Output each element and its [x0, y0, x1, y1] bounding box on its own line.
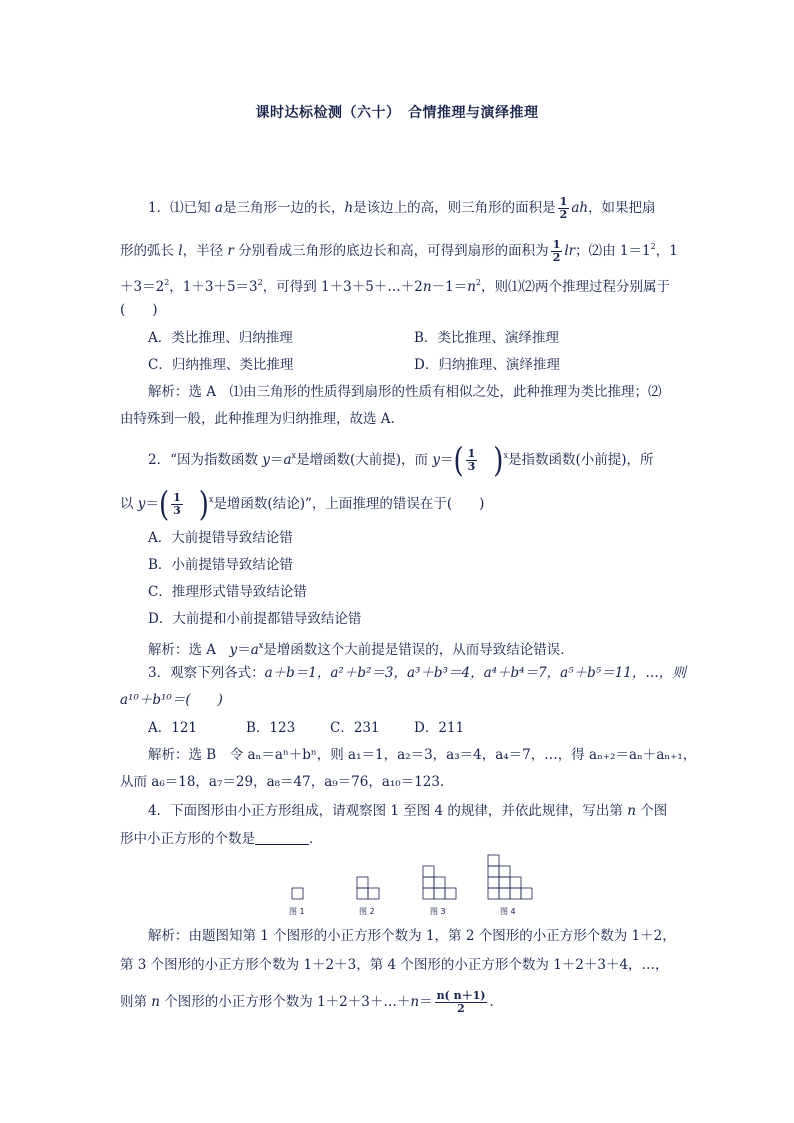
q4-line-1: 4．下面图形由小正方形组成，请观察图 1 至图 4 的规律，并依此规律，写出第 n 个图 — [148, 803, 668, 819]
q3-solution-line-2: 从而 a₆＝18，a₇＝29，a₈＝47，a₉＝76，a₁₀＝123. — [120, 774, 445, 790]
q2-option-c: C．推理形式错导致结论错 — [148, 584, 307, 600]
q1-option-a: A．类比推理、归纳推理 — [148, 330, 293, 346]
q1-answer-paren: ( ) — [120, 302, 158, 318]
q3-solution-line-1: 解析：选 B 令 aₙ＝aⁿ＋bⁿ，则 a₁＝1，a₂＝3，a₃＝4，a₄＝7，…，得 aₙ₊₂＝aₙ＋aₙ₊₁， — [148, 747, 697, 763]
q1-option-c: C．归纳推理、类比推理 — [148, 357, 294, 373]
q4-solution-line-2: 第 3 个图形的小正方形个数为 1＋2＋3，第 4 个图形的小正方形个数为 1＋2＋3＋4，…， — [120, 957, 669, 973]
q1-option-b: B．类比推理、演绎推理 — [414, 330, 559, 346]
q2-option-b: B．小前提错导致结论错 — [148, 557, 293, 573]
q3-option-a: A．121 — [148, 720, 198, 736]
q2-line-1: 2．“因为指数函数 $y=a^x$是增函数(大前提)，而 y＝( $\frac{1}{3}$ )$^x$是指数函数(小前提)，所 — [148, 441, 654, 480]
q4-solution-line-1: 解析：由题图知第 1 个图形的小正方形个数为 1，第 2 个图形的小正方形个数为 1＋2， — [148, 928, 676, 944]
q1-line-1: 1．⑴已知 a是三角形一边的长，h是该边上的高，则三角形的面积是 $\frac{1}{2}$ ah，如果把扇 — [148, 195, 656, 221]
fraction-one-half: $\frac{1}{2}$ — [559, 195, 568, 221]
page-title: 课时达标检测（六十） 合情推理与演绎推理 — [255, 105, 539, 121]
answer-blank — [255, 830, 309, 845]
q1-option-d: D．归纳推理、演绎推理 — [414, 357, 560, 373]
q3-option-c: C．231 — [330, 720, 380, 736]
square-figures — [282, 852, 542, 922]
q1-line-2: 形的弧长 l，半径 r 分别看成三角形的底边长和高，可得到扇形的面积为 $\frac{1}{2}$ lr；⑵由 $1=1^2$，1 — [120, 238, 678, 264]
figure-label-3: 图 3 — [430, 907, 446, 916]
q1-solution-line-2: 由特殊到一般，此种推理为归纳推理，故选 A. — [120, 411, 395, 427]
fraction-n-n-plus-1-over-2: $\frac{n( n+1)}{2}$ — [436, 989, 486, 1015]
fraction-one-third: $\frac{1}{3}$ — [173, 491, 181, 517]
q1-line-3: $+3=2^2$，$1+3+5=3^2$，可得到 $1+3+5+\dots+2n-1=n^2$，则⑴⑵两个推理过程分别属于 — [120, 278, 670, 295]
q2-line-2: 以 y＝( $\frac{1}{3}$ )$^x$是增函数(结论)”，上面推理的错误在于( ) — [120, 485, 485, 524]
figure-label-2: 图 2 — [359, 907, 375, 916]
q4-line-2: 形中小正方形的个数是 ． — [120, 831, 323, 847]
q2-option-a: A．大前提错导致结论错 — [148, 530, 293, 546]
q2-solution: 解析：选 A $y=a^x$是增函数这个大前提是错误的，从而导致结论错误． — [148, 641, 574, 658]
q3-line-1: 3．观察下列各式：a＋b＝1，a²＋b²＝3，a³＋b³＝4，a⁴＋b⁴＝7，a⁵＋b⁵＝11，…，则 — [148, 665, 686, 681]
q1-solution-line-1: 解析：选 A ⑴由三角形的性质得到扇形的性质有相似之处，此种推理为类比推理；⑵ — [148, 384, 662, 400]
fraction-one-third: $\frac{1}{3}$ — [467, 447, 476, 473]
q2-option-d: D．大前提和小前提都错导致结论错 — [148, 611, 362, 627]
q3-option-b: B．123 — [246, 720, 296, 736]
q4-solution-line-3: 则第 n 个图形的小正方形个数为 1＋2＋3＋…＋n＝ $\frac{n( n+1)}{2}$ . — [120, 989, 494, 1015]
fraction-one-half: $\frac{1}{2}$ — [552, 238, 561, 264]
figure-label-4: 图 4 — [500, 907, 516, 916]
q3-line-2: a¹⁰＋b¹⁰＝( ) — [120, 692, 223, 708]
figure-label-1: 图 1 — [289, 907, 305, 916]
q3-option-d: D．211 — [414, 720, 465, 736]
